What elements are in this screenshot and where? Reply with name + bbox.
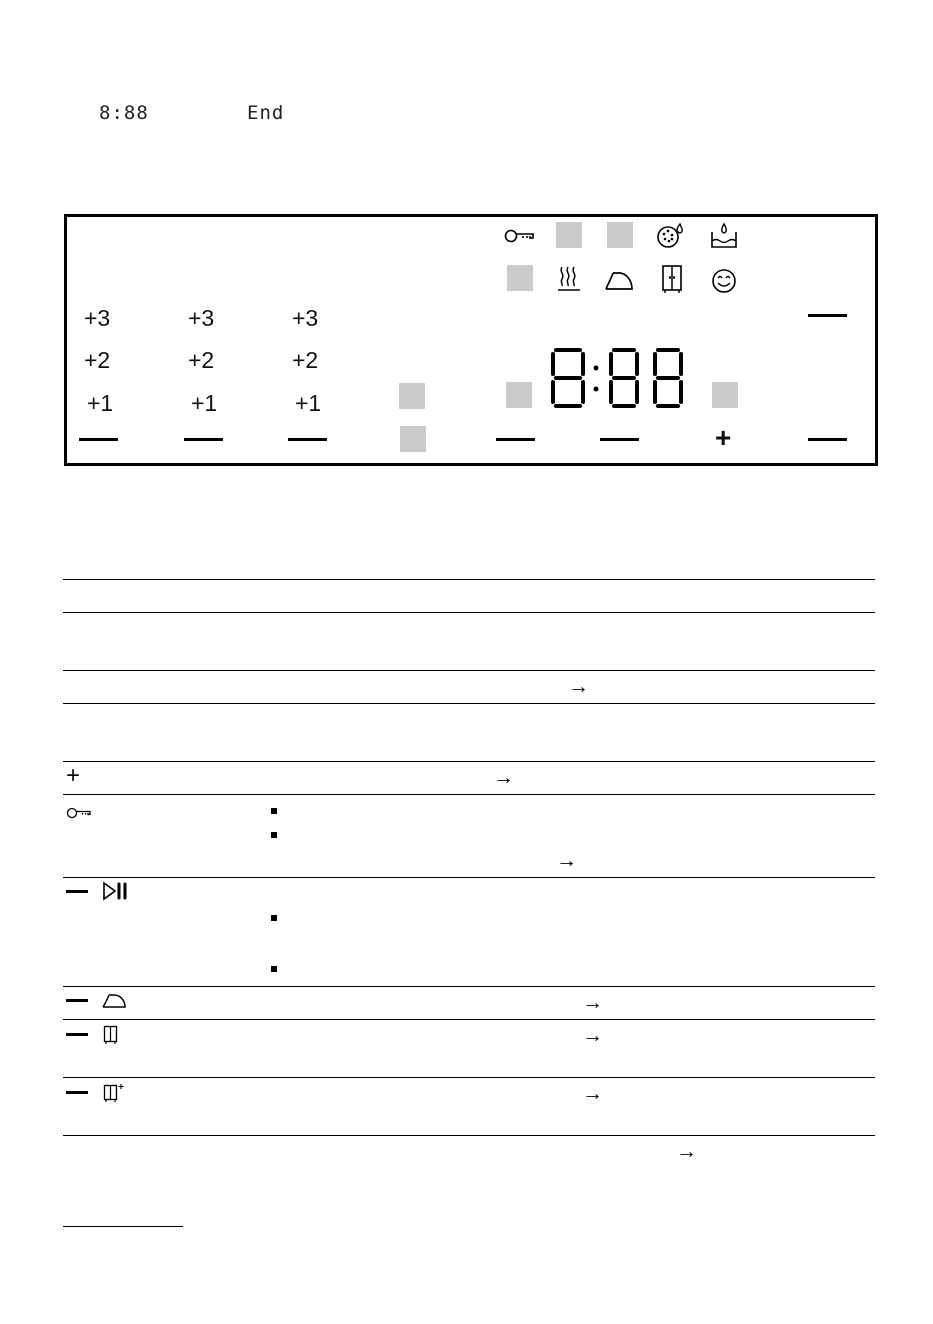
table-rule bbox=[63, 1135, 875, 1136]
big-time-display bbox=[548, 346, 690, 410]
sensor-square bbox=[399, 383, 425, 409]
table-rule bbox=[63, 986, 875, 987]
reference-arrow: → bbox=[582, 991, 603, 1014]
wardrobe-plus-icon bbox=[103, 1083, 125, 1103]
sensor-square bbox=[506, 382, 532, 408]
level-plus1-col3: +1 bbox=[295, 390, 322, 416]
table-rule bbox=[63, 1077, 875, 1078]
sensor-square bbox=[400, 426, 426, 452]
touch-field-2[interactable] bbox=[184, 438, 223, 441]
plus-row-icon: + bbox=[66, 762, 81, 789]
key-icon bbox=[66, 805, 92, 821]
level-plus3-col3: +3 bbox=[292, 305, 319, 331]
smile-icon bbox=[710, 267, 738, 295]
reference-arrow: → bbox=[582, 1024, 603, 1047]
reference-arrow: → bbox=[582, 1082, 603, 1105]
dash-icon bbox=[66, 890, 88, 893]
table-rule bbox=[63, 877, 875, 878]
footnote-rule bbox=[63, 1226, 183, 1227]
touch-field-8[interactable] bbox=[808, 438, 847, 441]
control-panel bbox=[64, 214, 878, 466]
list-bullet bbox=[271, 808, 277, 814]
sensor-square bbox=[556, 222, 582, 248]
time-indicator: 8:88 bbox=[99, 102, 149, 124]
table-rule bbox=[63, 579, 875, 580]
reference-arrow: → bbox=[556, 849, 577, 872]
level-plus2-col2: +2 bbox=[188, 347, 215, 373]
reference-arrow: → bbox=[676, 1140, 697, 1163]
dash-icon bbox=[66, 1033, 88, 1036]
list-bullet bbox=[271, 915, 277, 921]
level-plus3-col2: +3 bbox=[188, 305, 215, 331]
sensor-square bbox=[607, 222, 633, 248]
level-plus1-col1: +1 bbox=[87, 390, 114, 416]
touch-field-5[interactable] bbox=[496, 438, 535, 441]
stain-icon bbox=[656, 222, 686, 250]
table-rule bbox=[63, 670, 875, 671]
wardrobe-icon bbox=[661, 264, 683, 294]
list-bullet bbox=[271, 966, 277, 972]
sensor-square bbox=[712, 382, 738, 408]
level-plus3-col1: +3 bbox=[84, 305, 111, 331]
touch-field-6[interactable] bbox=[600, 438, 639, 441]
level-plus2-col3: +2 bbox=[292, 347, 319, 373]
water-plus-icon bbox=[709, 222, 739, 250]
dash-icon bbox=[66, 999, 88, 1002]
table-rule bbox=[63, 703, 875, 704]
level-plus2-col1: +2 bbox=[84, 347, 111, 373]
sensor-square bbox=[507, 265, 533, 291]
table-rule bbox=[63, 1019, 875, 1020]
wardrobe-icon bbox=[103, 1025, 119, 1045]
steam-icon bbox=[557, 264, 581, 292]
key-icon bbox=[503, 226, 535, 246]
plus-touch-field[interactable]: + bbox=[715, 422, 732, 453]
dash-icon bbox=[66, 1091, 88, 1094]
touch-field-3[interactable] bbox=[288, 438, 327, 441]
level-plus1-col2: +1 bbox=[191, 390, 218, 416]
list-bullet bbox=[271, 832, 277, 838]
end-indicator: End bbox=[247, 102, 285, 124]
table-rule bbox=[63, 761, 875, 762]
reference-arrow: → bbox=[493, 766, 514, 789]
table-rule bbox=[63, 612, 875, 613]
start-pause-icon bbox=[102, 881, 130, 901]
table-rule bbox=[63, 794, 875, 795]
iron-icon bbox=[101, 992, 127, 1010]
touch-field-top-right[interactable] bbox=[808, 314, 847, 317]
iron-icon bbox=[604, 268, 634, 292]
reference-arrow: → bbox=[568, 675, 589, 698]
touch-field-1[interactable] bbox=[79, 438, 118, 441]
